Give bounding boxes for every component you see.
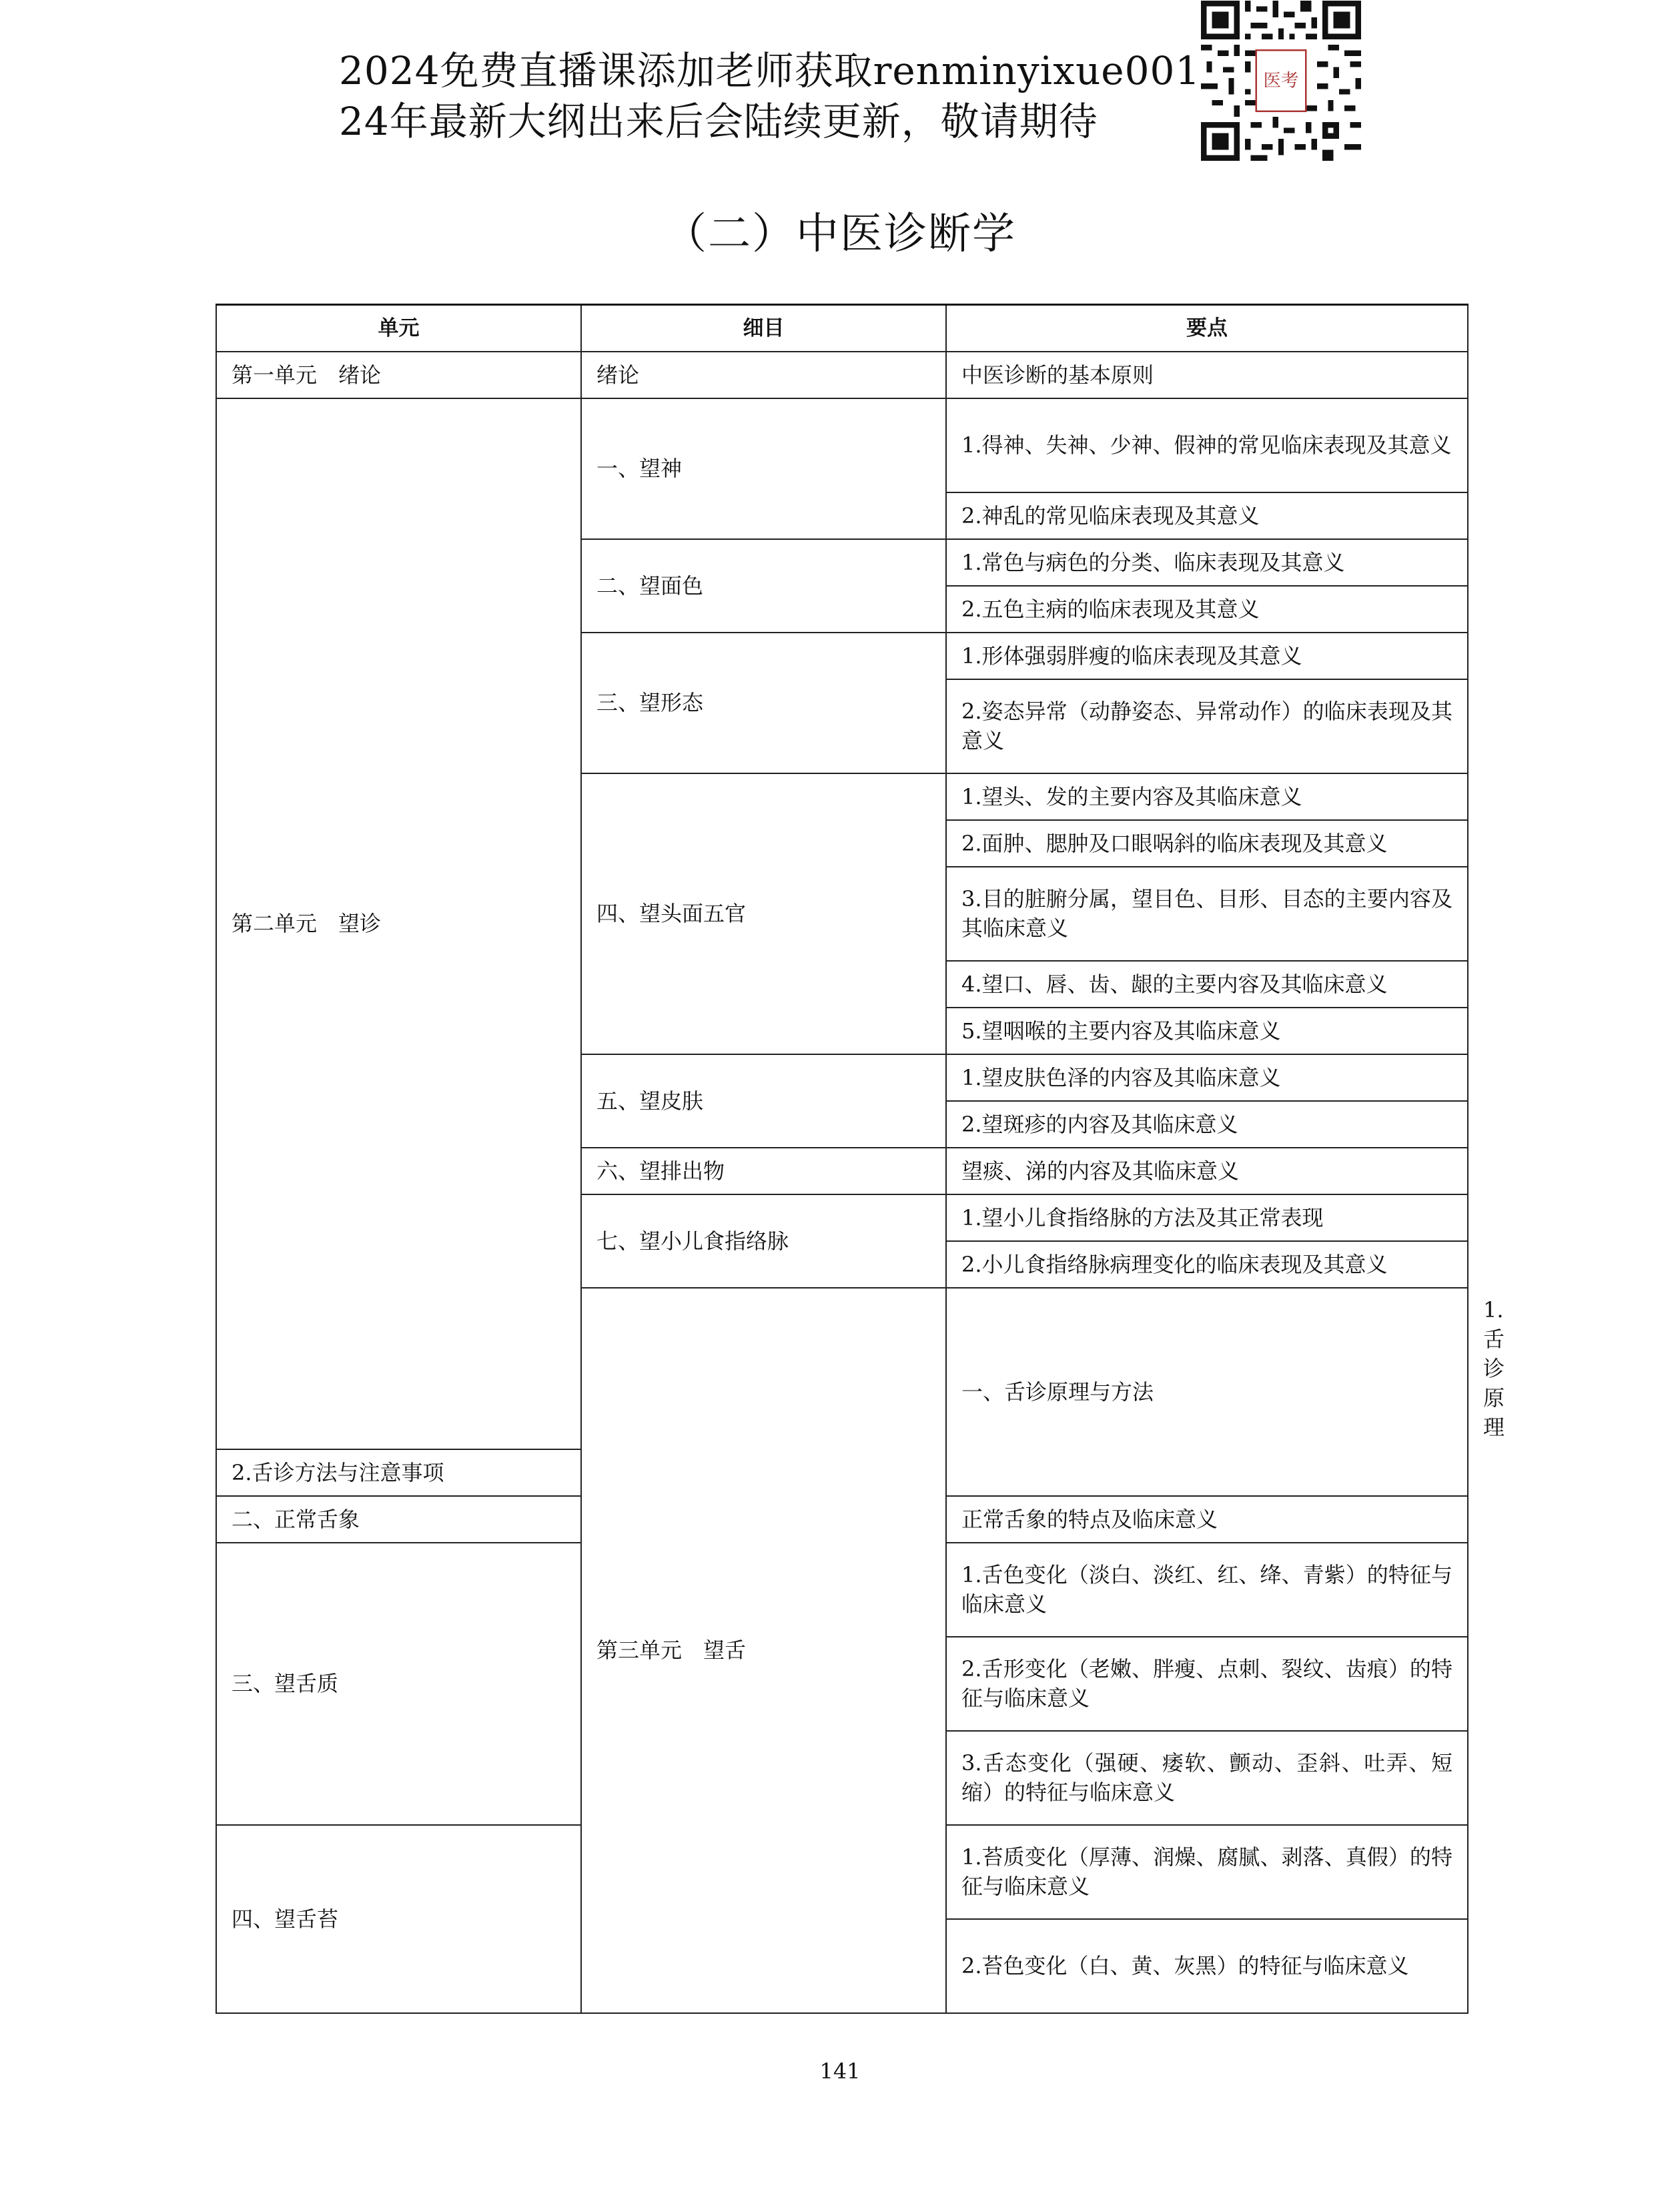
point-cell: 2.神乱的常见临床表现及其意义: [946, 492, 1468, 539]
header-item: 细目: [581, 305, 946, 352]
point-cell: 3.舌态变化（强硬、痿软、颤动、歪斜、吐弄、短缩）的特征与临床意义: [946, 1731, 1468, 1825]
page-number: 141: [819, 2059, 861, 2084]
point-cell: 2.面肿、腮肿及口眼㖞斜的临床表现及其意义: [946, 820, 1468, 867]
qr-code-icon: [1201, 0, 1361, 161]
point-cell: 正常舌象的特点及临床意义: [946, 1496, 1468, 1543]
point-cell: 1.望皮肤色泽的内容及其临床意义: [946, 1054, 1468, 1101]
item-cell: 四、望舌苔: [216, 1825, 581, 2013]
table-row: [216, 398, 1468, 492]
item-cell: 七、望小儿食指络脉: [581, 1194, 946, 1288]
qr-center-label: 医考: [1263, 70, 1299, 91]
point-cell: 3.目的脏腑分属，望目色、目形、目态的主要内容及其临床意义: [946, 867, 1468, 961]
item-cell: 二、望面色: [581, 539, 946, 633]
page-title: （二）中医诊断学: [664, 210, 1016, 259]
point-cell: 2.小儿食指络脉病理变化的临床表现及其意义: [946, 1241, 1468, 1288]
item-cell: 三、望形态: [581, 633, 946, 773]
point-cell: 2.五色主病的临床表现及其意义: [946, 586, 1468, 633]
promo-line-2: 24年最新大纲出来后会陆续更新，敬请期待: [339, 99, 1098, 144]
promo-header: [339, 45, 1200, 147]
unit-cell: 第二单元 望诊: [216, 398, 581, 1449]
item-cell: 四、望头面五官: [581, 773, 946, 1054]
promo-line-1: 2024免费直播课添加老师获取renminyixue001: [339, 48, 1201, 93]
item-cell: 六、望排出物: [581, 1148, 946, 1194]
point-cell: 1.望小儿食指络脉的方法及其正常表现: [946, 1194, 1468, 1241]
point-cell: 1.舌色变化（淡白、淡红、红、绛、青紫）的特征与临床意义: [946, 1543, 1468, 1637]
item-cell: 三、望舌质: [216, 1543, 581, 1825]
point-cell: 1.望头、发的主要内容及其临床意义: [946, 773, 1468, 820]
point-cell: 2.姿态异常（动静姿态、异常动作）的临床表现及其意义: [946, 679, 1468, 773]
point-cell: 2.望斑疹的内容及其临床意义: [946, 1101, 1468, 1148]
point-cell: 1.形体强弱胖瘦的临床表现及其意义: [946, 633, 1468, 679]
item-cell: 二、正常舌象: [216, 1496, 581, 1543]
point-cell: 1.常色与病色的分类、临床表现及其意义: [946, 539, 1468, 586]
header-point: 要点: [946, 305, 1468, 352]
point-cell: 望痰、涕的内容及其临床意义: [946, 1148, 1468, 1194]
item-cell: 一、舌诊原理与方法: [946, 1288, 1468, 1496]
table-row: 第三单元 望舌 一、舌诊原理与方法 1.舌诊原理: [216, 1288, 1468, 1449]
point-cell: 中医诊断的基本原则: [946, 352, 1468, 398]
point-cell: 4.望口、唇、齿、龈的主要内容及其临床意义: [946, 961, 1468, 1008]
item-cell: 五、望皮肤: [581, 1054, 946, 1148]
unit-cell: 第一单元 绪论: [216, 352, 581, 398]
point-cell: 1.苔质变化（厚薄、润燥、腐腻、剥落、真假）的特征与临床意义: [946, 1825, 1468, 1919]
table-header-row: [216, 305, 1468, 352]
table-row: [216, 352, 1468, 398]
point-cell: 2.舌诊方法与注意事项: [216, 1449, 581, 1496]
item-cell: 绪论: [581, 352, 946, 398]
header-unit: 单元: [216, 305, 581, 352]
point-cell: 1.得神、失神、少神、假神的常见临床表现及其意义: [946, 398, 1468, 492]
point-cell: 2.舌形变化（老嫩、胖瘦、点刺、裂纹、齿痕）的特征与临床意义: [946, 1637, 1468, 1731]
point-cell: 5.望咽喉的主要内容及其临床意义: [946, 1008, 1468, 1054]
syllabus-table: [216, 304, 1505, 2014]
point-cell: 2.苔色变化（白、黄、灰黑）的特征与临床意义: [946, 1919, 1468, 2013]
unit-cell: 第三单元 望舌: [581, 1288, 946, 2013]
item-cell: 一、望神: [581, 398, 946, 539]
